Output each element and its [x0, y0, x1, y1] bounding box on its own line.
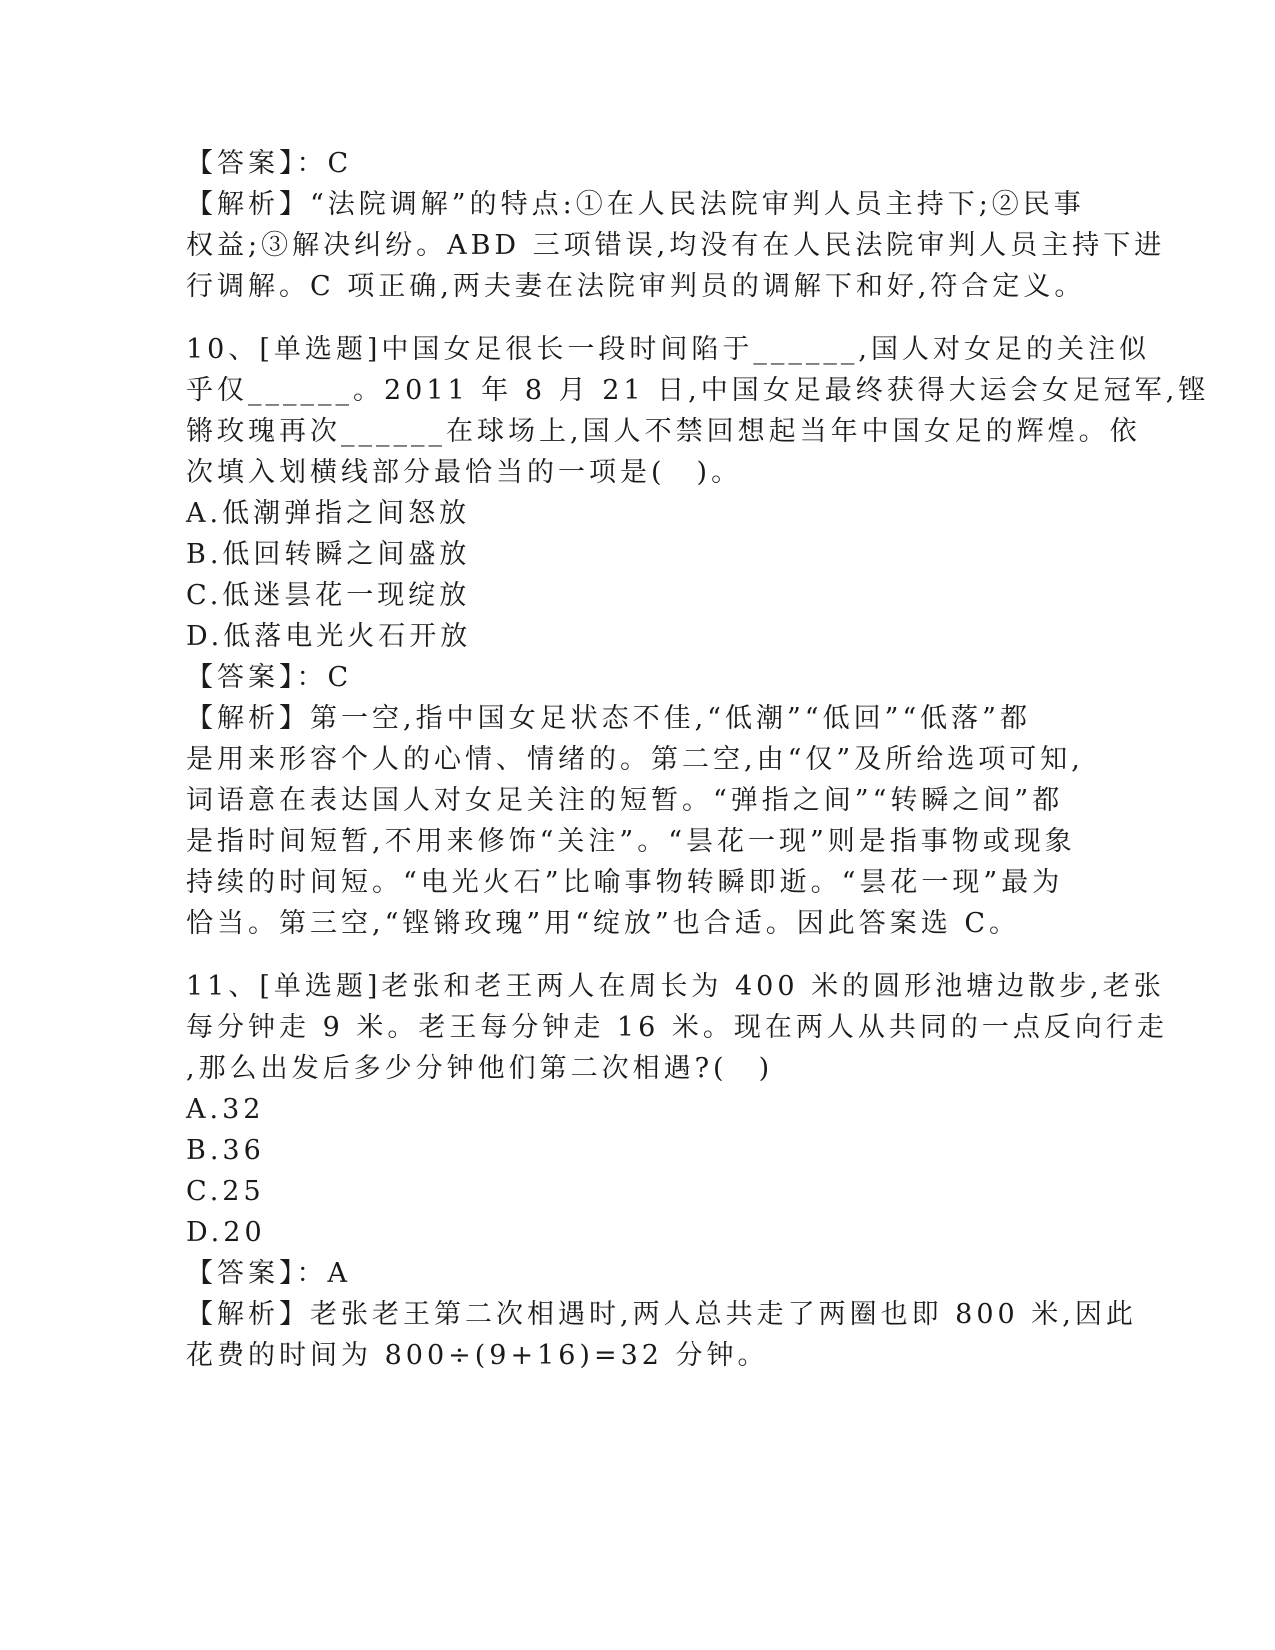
q11-answer: 【答案】：A: [186, 1258, 351, 1289]
q11-option-c: C.25: [186, 1176, 265, 1207]
q10-option-c: C.低迷昙花一现绽放: [186, 580, 471, 611]
q11-option-a: A.32: [186, 1094, 265, 1125]
q10-analysis-line-4: 是指时间短暂,不用来修饰“关注”。“昙花一现”则是指事物或现象: [186, 826, 1076, 857]
analysis-line-prev-3: 行调解。C 项正确,两夫妻在法院审判员的调解下和好,符合定义。: [186, 271, 1086, 302]
q10-analysis-line-3: 词语意在表达国人对女足关注的短暂。“弹指之间”“转瞬之间”都: [186, 785, 1064, 816]
q10-option-a: A.低潮弹指之间怒放: [186, 498, 471, 529]
q11-option-b: B.36: [186, 1135, 265, 1166]
q11-analysis-line-1: 【解析】老张老王第二次相遇时,两人总共走了两圈也即 800 米,因此: [186, 1299, 1137, 1330]
q10-analysis-line-5: 持续的时间短。“电光火石”比喻事物转瞬即逝。“昙花一现”最为: [186, 867, 1064, 898]
q10-stem-line-1: 10、[单选题]中国女足很长一段时间陷于______,国人对女足的关注似: [186, 334, 1151, 365]
q10-stem-line-2: 乎仅______。2011 年 8 月 21 日,中国女足最终获得大运会女足冠军,铿: [186, 375, 1210, 406]
q10-analysis-line-2: 是用来形容个人的心情、情绪的。第二空,由“仅”及所给选项可知,: [186, 744, 1084, 775]
q10-analysis-line-1: 【解析】第一空,指中国女足状态不佳,“低潮”“低回”“低落”都: [186, 703, 1031, 734]
q10-stem-line-3: 锵玫瑰再次______在球场上,国人不禁回想起当年中国女足的辉煌。依: [186, 416, 1141, 447]
q11-stem-line-2: 每分钟走 9 米。老王每分钟走 16 米。现在两人从共同的一点反向行走: [186, 1012, 1168, 1043]
analysis-line-prev-2: 权益;③解决纠纷。ABD 三项错误,均没有在人民法院审判人员主持下进: [186, 230, 1166, 261]
q10-option-b: B.低回转瞬之间盛放: [186, 539, 471, 570]
analysis-line-prev-1: 【解析】“法院调解”的特点:①在人民法院审判人员主持下;②民事: [186, 189, 1085, 220]
q11-stem-line-1: 11、[单选题]老张和老王两人在周长为 400 米的圆形池塘边散步,老张: [186, 971, 1165, 1002]
q10-answer: 【答案】：C: [186, 662, 353, 693]
q10-option-d: D.低落电光火石开放: [186, 621, 472, 652]
q11-analysis-line-2: 花费的时间为 800÷(9+16)=32 分钟。: [186, 1340, 769, 1371]
q10-stem-line-4: 次填入划横线部分最恰当的一项是( )。: [186, 457, 743, 488]
q11-option-d: D.20: [186, 1217, 266, 1248]
answer-line-prev: 【答案】：C: [186, 148, 353, 179]
q11-stem-line-3: ,那么出发后多少分钟他们第二次相遇?( ): [186, 1053, 774, 1084]
q10-analysis-line-6: 恰当。第三空,“铿锵玫瑰”用“绽放”也合适。因此答案选 C。: [186, 908, 1021, 939]
